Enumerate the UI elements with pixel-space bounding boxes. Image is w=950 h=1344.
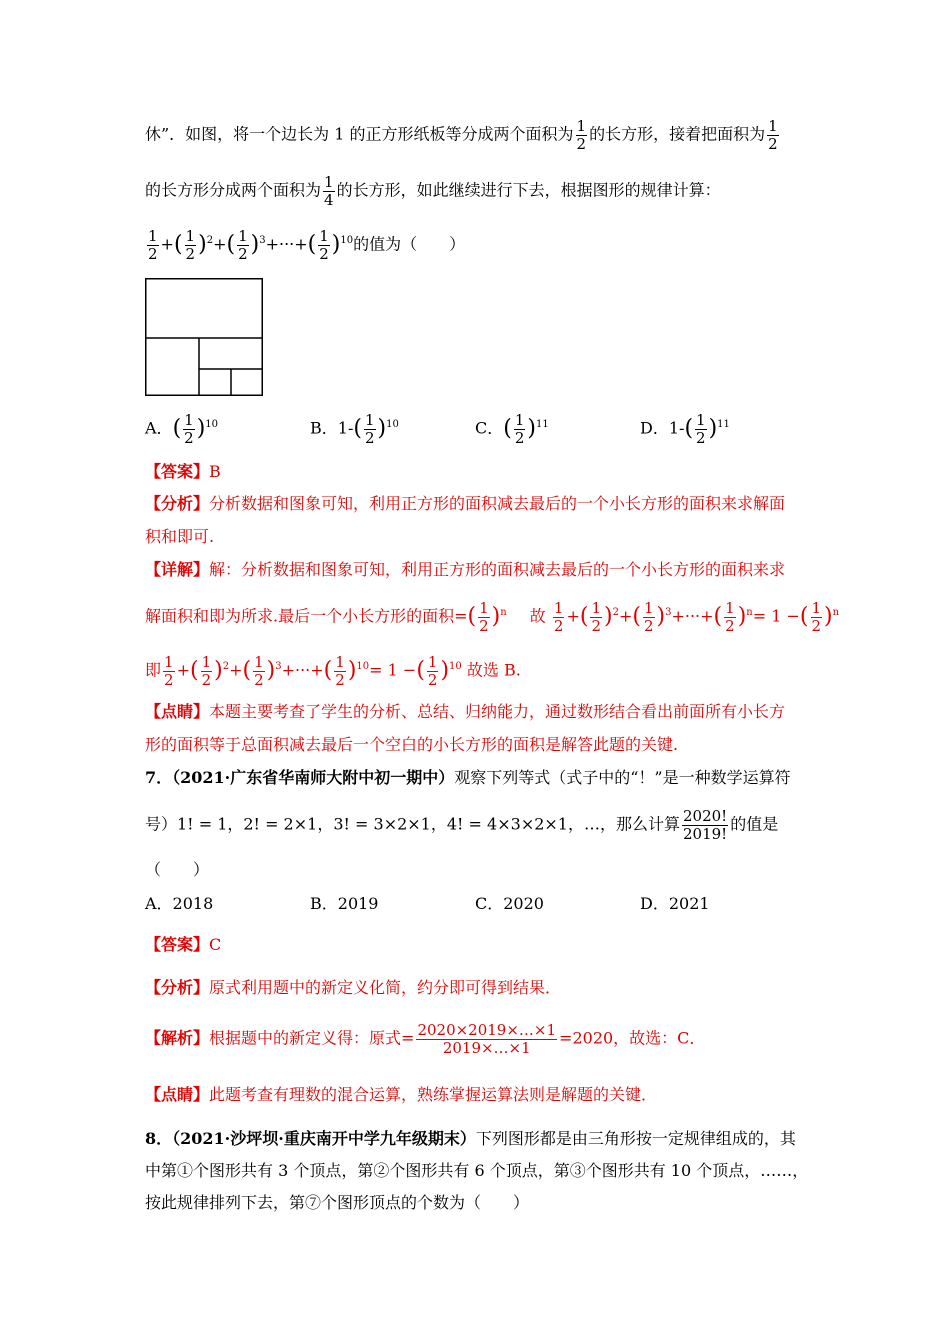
q7-analysis: 【分析】原式利用题中的新定义化简，约分即可得到结果． (145, 978, 562, 997)
q6-text: 的长方形，如此继续进行下去，根据图形的规律计算： (336, 180, 721, 200)
q7-option-c[interactable]: C．2020 (475, 894, 544, 913)
question-number: 7． (145, 768, 173, 787)
q6-option-b[interactable]: B．1-( $\frac{1}{2}$ )$^{10}$ (310, 411, 399, 447)
q8-stem-line-2: 中第①个图形共有 3 个顶点，第②个图形共有 6 个顶点，第③个图形共有 10 个顶点，……， (145, 1161, 809, 1180)
q7-solution: 【解析】根据题中的新定义得：原式= $\frac{2020\times 2019\times\dots\times 1}{2019\times\dots\times 1}$ =2020，故选：C． (145, 1021, 706, 1057)
q7-comment: 【点睛】此题考查有理数的混合运算，熟练掌握运算法则是解题的关键． (145, 1085, 658, 1104)
q6-line-2 (145, 174, 721, 208)
q7-blank: （ ） (145, 860, 210, 879)
q6-answer: 【答案】B (145, 462, 221, 481)
q7-option-d[interactable]: D．2021 (640, 894, 710, 913)
fraction-half: $\frac{1}{2}$ (576, 117, 587, 153)
q6-expr-tail: 的值为（ ） (353, 234, 466, 254)
q8-stem-line-3: 按此规律排列下去，第⑦个图形顶点的个数为（ ） (145, 1193, 530, 1212)
q7-stem: 7．（2021·广东省华南师大附中初一期中）观察下列等式（式子中的“！”是一种数学运算符 (145, 768, 791, 787)
q7-answer: 【答案】C (145, 935, 222, 954)
q6-detail-formula: 解面积和即为所求.最后一个小长方形的面积=( $\frac{1}{2}$ )$^n$ 故 $\frac{1}{2}$ +( $\frac{1}{2}$ )$^2$+( $\frac{1}{2}$ )$^3$+···+( $\frac{1}{2}$ )$^n$= 1 −( $\frac{1}{2}$ )$^n$ (145, 599, 840, 635)
q7-option-a[interactable]: A．2018 (145, 894, 214, 913)
q6-detail: 【详解】解：分析数据和图象可知，利用正方形的面积减去最后的一个小长方形的面积来求 (145, 560, 786, 579)
q6-comment-cont: 形的面积等于总面积减去最后一个空白的小长方形的面积是解答此题的关键. (145, 735, 679, 754)
question-source: （2021·广东省华南师大附中初一期中） (172, 768, 455, 787)
comment-tag: 【点睛】 (145, 702, 210, 721)
q7-stem-cont: 号）1! = 1，2! = 2×1，3! = 3×2×1，4! = 4×3×2×1，…，那么计算 $\frac{2020!}{2019!}$ 的值是 (145, 807, 779, 843)
q6-analysis: 【分析】分析数据和图象可知，利用正方形的面积减去最后的一个小长方形的面积来求解面 (145, 494, 786, 513)
q8-stem: 8．（2021·沙坪坝·重庆南开中学九年级期末）下列图形都是由三角形按一定规律组成的，其 (145, 1129, 796, 1148)
q7-option-b[interactable]: B．2019 (310, 894, 379, 913)
q6-text: 休”．如图，将一个边长为 1 的正方形纸板等分成两个面积为 (145, 124, 574, 144)
q6-option-d[interactable]: D．1-( $\frac{1}{2}$ )$^{11}$ (640, 411, 730, 447)
square-division-figure (145, 278, 263, 396)
detail-tag: 【详解】 (145, 560, 210, 579)
q6-text: 的长方形，接着把面积为 (589, 124, 766, 144)
question-number: 8． (145, 1129, 173, 1148)
question-source: （2021·沙坪坝·重庆南开中学九年级期末） (172, 1129, 476, 1148)
fraction-quarter: $\frac{1}{4}$ (324, 173, 334, 209)
analysis-tag: 【分析】 (145, 494, 210, 513)
q6-option-a[interactable]: A．( $\frac{1}{2}$ )$^{10}$ (145, 411, 219, 447)
factorial-fraction: $\frac{2020!}{2019!}$ (683, 807, 728, 843)
solution-fraction: $\frac{2020\times 2019\times\dots\times 1}{2019\times\dots\times 1}$ (417, 1021, 557, 1057)
outer-square (146, 279, 263, 396)
q6-line-1 (145, 118, 781, 152)
fraction-half: $\frac{1}{2}$ (768, 117, 778, 153)
q6-expression: $\frac{1}{2}$ +( $\frac{1}{2}$ )$^2$+( $\frac{1}{2}$ )$^3$+···+( $\frac{1}{2}$ )$^{10}$的值为（ ） (148, 227, 466, 263)
q6-text: 的长方形分成两个面积为 (145, 180, 322, 200)
q6-detail-conclusion: 即 $\frac{1}{2}$ +( $\frac{1}{2}$ )$^2$+( $\frac{1}{2}$ )$^3$+···+( $\frac{1}{2}$ )$^{10}$= 1 −( $\frac{1}{2}$ )$^{10}$ 故选 B. (145, 653, 521, 689)
q6-comment: 【点睛】本题主要考查了学生的分析、总结、归纳能力，通过数形结合看出前面所有小长方 (145, 702, 786, 721)
q6-analysis-cont: 积和即可. (145, 527, 215, 546)
answer-tag: 【答案】 (145, 462, 210, 481)
q6-option-c[interactable]: C．( $\frac{1}{2}$ )$^{11}$ (475, 411, 549, 447)
